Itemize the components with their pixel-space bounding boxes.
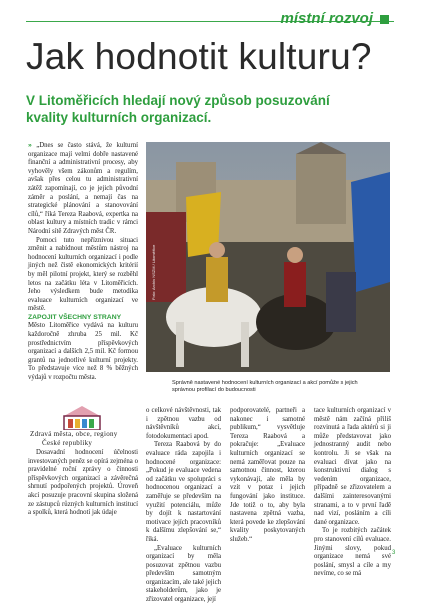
photo-illustration xyxy=(146,142,390,372)
column-3 xyxy=(230,407,305,545)
intro-paragraph-1: » „Dnes se často stává, že kulturní organizace mají velmi dobře nastavené finanční a administrativní procesy, aby vyhověly všem zákonům a regulím, avšak přes celou tu administrativní zátěž zapomínají, co je jejich původní záměr a poslání, a nemají čas na strategické plánování a stanovování cílů,“ říká Tereza Raabová, expertka na oblast kultury a místních tradic v rámci Národní sítě Zdravých měst ČR. xyxy=(28,142,138,235)
col4-paragraph-2: To je rozbitých začátek pro stanovení cílů evaluace. Jinými slovy, pokud organizace nemá své poslání, smysl a cíle a my nevíme, co se má xyxy=(314,527,391,578)
col3-paragraph-1: podporovatelé, partneři a nakonec i samotné publikum,“ vysvětluje Tereza Raabová a pokračuje: „Evaluace kulturních organizací se nemá zaměřovat pouze na samotnou činnost, kterou vykonávají, ale měla by vzít v potaz i jejich fungování jako instituce. Jde totiž o to, aby byla nastavena zpětná vazba, která povede ke zlepšování kvality poskytovaných služeb.“ xyxy=(230,407,305,543)
col2-paragraph-3: „Evaluace kulturních organizací by měla posuzovat zpětnou vazbu především samotným organizacím, ale také jejich stakeholderům, jako je zřizovatel organizace, její xyxy=(146,544,221,604)
column-1 xyxy=(28,142,138,383)
healthy-cities-logo xyxy=(30,406,140,448)
section-label: místní rozvoj xyxy=(280,10,389,27)
col2-paragraph-2: Tereza Raabová by do evaluace ráda zapojila i hodnocené organizace: „Pokud je evaluace vedena od začátku ve spolupráci s hodnocenou organizací a zaměřuje se především na využití potenciálu, může by dojít k nastartování motivace jejích pracovníků k dalšímu zlepšování se,“ říká. xyxy=(146,441,221,543)
article-photo xyxy=(146,142,390,372)
article-title: Jak hodnotit kulturu? xyxy=(26,36,372,77)
col4-paragraph-1: tace kulturních organizací v městě nám začíná přiliš rozvinutá a řada aktérů si ji může představovat jako jednostranný audit nebo kontrolu. Ji se však na evaluaci dívat jako na konstruktivní dialog s vedením organizace, případně se zřizovatelem a dalšími zainteresovanými stranami, a to v první řadě nad vizí, posláním a cíli dané organizace. xyxy=(314,407,391,526)
column-2 xyxy=(146,407,221,605)
page-number: 3 xyxy=(392,550,396,556)
article-lead: V Litoměřicích hledají nový způsob posuzování kvality kulturních organizací. xyxy=(26,93,330,125)
photo-caption: Správně nastavené hodnocení kulturních organizací a akcí pomůže s jejich správnou profilací do budoucnosti xyxy=(172,380,358,393)
subheading: ZAPOJIT VŠECHNY STRANY xyxy=(28,313,122,321)
section-square-icon xyxy=(380,15,389,24)
col2-paragraph-1: o celkové návštěvnosti, tak i zpětnou vazbu od návštěvníků akcí, fotodokumentaci apod. xyxy=(146,407,221,440)
photo-credit: Foto: Archiv NSZM / Litoměřice xyxy=(151,244,156,300)
column-1-bottom xyxy=(28,449,138,518)
logo-line-1: Zdravá města, obce, regiony xyxy=(30,430,118,438)
paragraph-3: Město Litoměřice vydává na kulturu každoročně zhruba 25 mil. Kč prostřednictvím příspěvkových organizací a dalších 2,5 mil. Kč formou grantů na jednotlivé kulturní projekty. To představuje více než 8 % běžných výdajů v rozpočtu města. xyxy=(28,322,138,382)
logo-line-2: České republiky xyxy=(42,439,93,447)
house-logo-icon xyxy=(60,406,104,430)
column-4 xyxy=(314,407,391,579)
intro-paragraph-2: Pomoci tuto nepříznivou situaci změnit a nabídnout městům nástroj na hodnocení kulturních organizací i podle jiných než čistě ekonomických kritérií by měl pilotní projekt, který se rozběhl letos na začátku léta v Litoměřicích. Jeho výsledkem bude metodika evaluace kulturních organizací ve městě. xyxy=(28,236,138,313)
double-arrow-icon: » xyxy=(28,142,32,149)
bottom-paragraph: Dosavadní hodnocení účelnosti investovaných peněz se opírá zejména o pravidelné roční zprávy o činnosti příspěvkových organizací a závěrečná shrnutí podpořených projektů. Úroveň akcí posuzuje pracovní skupina složená ze zástupců různých kulturních institucí a spolků, která hodnotí jak údaje xyxy=(28,449,138,517)
